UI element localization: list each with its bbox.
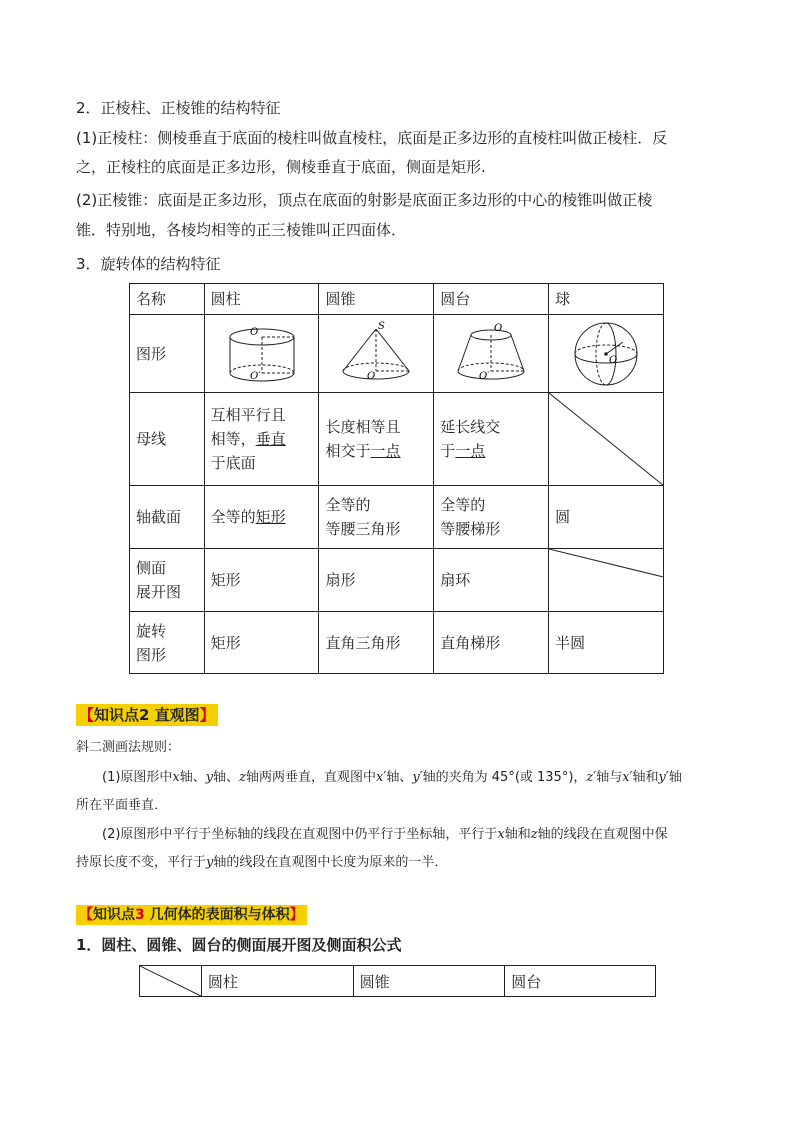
lateral-header-cone: 圆锥 — [353, 966, 505, 997]
cone-generatrix — [319, 393, 434, 486]
cylinder-generatrix — [204, 393, 319, 486]
label-o: O — [609, 354, 618, 366]
section2-title: 2．正棱柱、正棱锥的结构特征 — [76, 99, 281, 117]
section2-para2-line1: (2)正棱锥：底面是正多边形，顶点在底面的射影是底面正多边形的中心的棱锥叫做正棱 — [76, 191, 653, 209]
header-cone: 圆锥 — [319, 284, 434, 315]
kp2-rule1-line1: (1)原图形中x轴、y轴、z轴两两垂直，直观图中x′轴、y′轴的夹角为 45°(或 135°)，z′轴与x′轴和y′轴 — [102, 770, 682, 785]
cone-rotate: 直角三角形 — [319, 612, 434, 674]
kp2-badge-label: 【知识点2 直观图】 — [76, 704, 218, 726]
kp2-rule2-line2: 持原长度不变，平行于y轴的线段在直观图中长度为原来的一半． — [76, 855, 448, 870]
header-frustum: 圆台 — [434, 284, 549, 315]
frus-axial-line1: 全等的 — [440, 496, 486, 514]
table-row-figure — [130, 315, 664, 393]
kp2-rule2-line1: (2)原图形中平行于坐标轴的线段在直观图中仍平行于坐标轴，平行于x轴和z轴的线段在直观图中保 — [102, 827, 668, 842]
cyl-gen-line1: 互相平行且 — [210, 406, 286, 424]
header-sphere: 球 — [549, 284, 664, 315]
section2-para1-line1: (1)正棱柱：侧棱垂直于底面的棱柱叫做直棱柱，底面是正多边形的直棱柱叫做正棱柱．反 — [76, 129, 668, 147]
cylinder-figure — [217, 321, 307, 387]
cone-axial-line1: 全等的 — [325, 496, 371, 514]
row-label-figure: 图形 — [130, 315, 205, 393]
sphere-rotate: 半圆 — [549, 612, 664, 674]
frus-gen-line2: 于一点 — [440, 442, 486, 460]
cone-figure — [331, 321, 421, 387]
header-name: 名称 — [130, 284, 205, 315]
table-row-lateral — [130, 549, 664, 612]
frustum-lateral: 扇环 — [434, 549, 549, 612]
lateral-header-cylinder: 圆柱 — [201, 966, 353, 997]
lateral-area-header-row — [140, 966, 656, 997]
frustum-figure-cell — [434, 315, 549, 393]
cone-axial-line2: 等腰三角形 — [325, 520, 401, 538]
cone-gen-line2: 相交于一点 — [325, 442, 401, 460]
row-label-generatrix: 母线 — [130, 393, 205, 486]
lateral-label-line1: 侧面 — [136, 559, 167, 577]
diagonal-slash — [549, 549, 663, 611]
corner-diagonal-cell — [140, 966, 202, 997]
cone-figure-cell — [319, 315, 434, 393]
table-row-generatrix — [130, 393, 664, 486]
section2-para2-line2: 锥．特别地，各棱均相等的正三棱锥叫正四面体． — [76, 221, 407, 239]
cylinder-lateral: 矩形 — [204, 549, 319, 612]
kp3-badge-label: 【知识点3 几何体的表面积与体积】 — [76, 905, 307, 925]
label-o: O — [367, 370, 376, 382]
solids-of-revolution-table — [129, 283, 664, 674]
header-cylinder: 圆柱 — [204, 284, 319, 315]
sphere-lateral-empty — [549, 549, 664, 612]
label-o: O — [249, 326, 258, 338]
kp2-rule1-line2: 所在平面垂直． — [76, 798, 168, 813]
lateral-label-line2: 展开图 — [136, 583, 182, 601]
cone-gen-line1: 长度相等且 — [325, 418, 401, 436]
diagonal-slash — [140, 966, 201, 996]
section3-title: 3．旋转体的结构特征 — [76, 255, 221, 273]
lateral-header-frustum: 圆台 — [505, 966, 656, 997]
table-row-axial — [130, 486, 664, 549]
frus-gen-line1: 延长线交 — [440, 418, 501, 436]
frustum-figure — [446, 321, 536, 387]
cone-lateral: 扇形 — [319, 549, 434, 612]
cone-axial — [319, 486, 434, 549]
sphere-figure — [561, 318, 651, 390]
row-label-lateral — [130, 549, 205, 612]
kp3-badge — [76, 904, 307, 924]
lateral-area-table — [139, 965, 656, 997]
cylinder-figure-cell — [204, 315, 319, 393]
frus-axial-line2: 等腰梯形 — [440, 520, 501, 538]
kp3-subtitle: 1．圆柱、圆锥、圆台的侧面展开图及侧面积公式 — [76, 936, 402, 954]
table-header-row — [130, 284, 664, 315]
sphere-generatrix-empty — [549, 393, 664, 486]
diagonal-slash — [549, 393, 663, 485]
row-label-axial: 轴截面 — [130, 486, 205, 549]
frustum-axial — [434, 486, 549, 549]
rotate-label-line2: 图形 — [136, 645, 167, 664]
sphere-axial: 圆 — [549, 486, 664, 549]
cylinder-rotate: 矩形 — [204, 612, 319, 674]
label-o-prime: O′ — [249, 370, 261, 382]
rotate-label-line1: 旋转 — [136, 621, 167, 640]
cyl-gen-line3: 于底面 — [210, 454, 256, 472]
frustum-generatrix — [434, 393, 549, 486]
cylinder-axial: 全等的矩形 — [204, 486, 319, 549]
row-label-rotate — [130, 612, 205, 674]
section2-para1-line2: 之，正棱柱的底面是正多边形，侧棱垂直于底面，侧面是矩形. — [76, 158, 486, 176]
label-o-prime: O′ — [479, 370, 490, 382]
kp2-rule-title: 斜二测画法规则： — [76, 740, 181, 755]
table-row-rotate — [130, 612, 664, 674]
sphere-figure-cell — [549, 315, 664, 393]
cyl-gen-line2: 相等，垂直 — [210, 430, 286, 448]
frustum-rotate: 直角梯形 — [434, 612, 549, 674]
label-s: S — [378, 320, 386, 332]
label-o: O — [494, 322, 503, 334]
kp2-badge — [76, 704, 218, 725]
